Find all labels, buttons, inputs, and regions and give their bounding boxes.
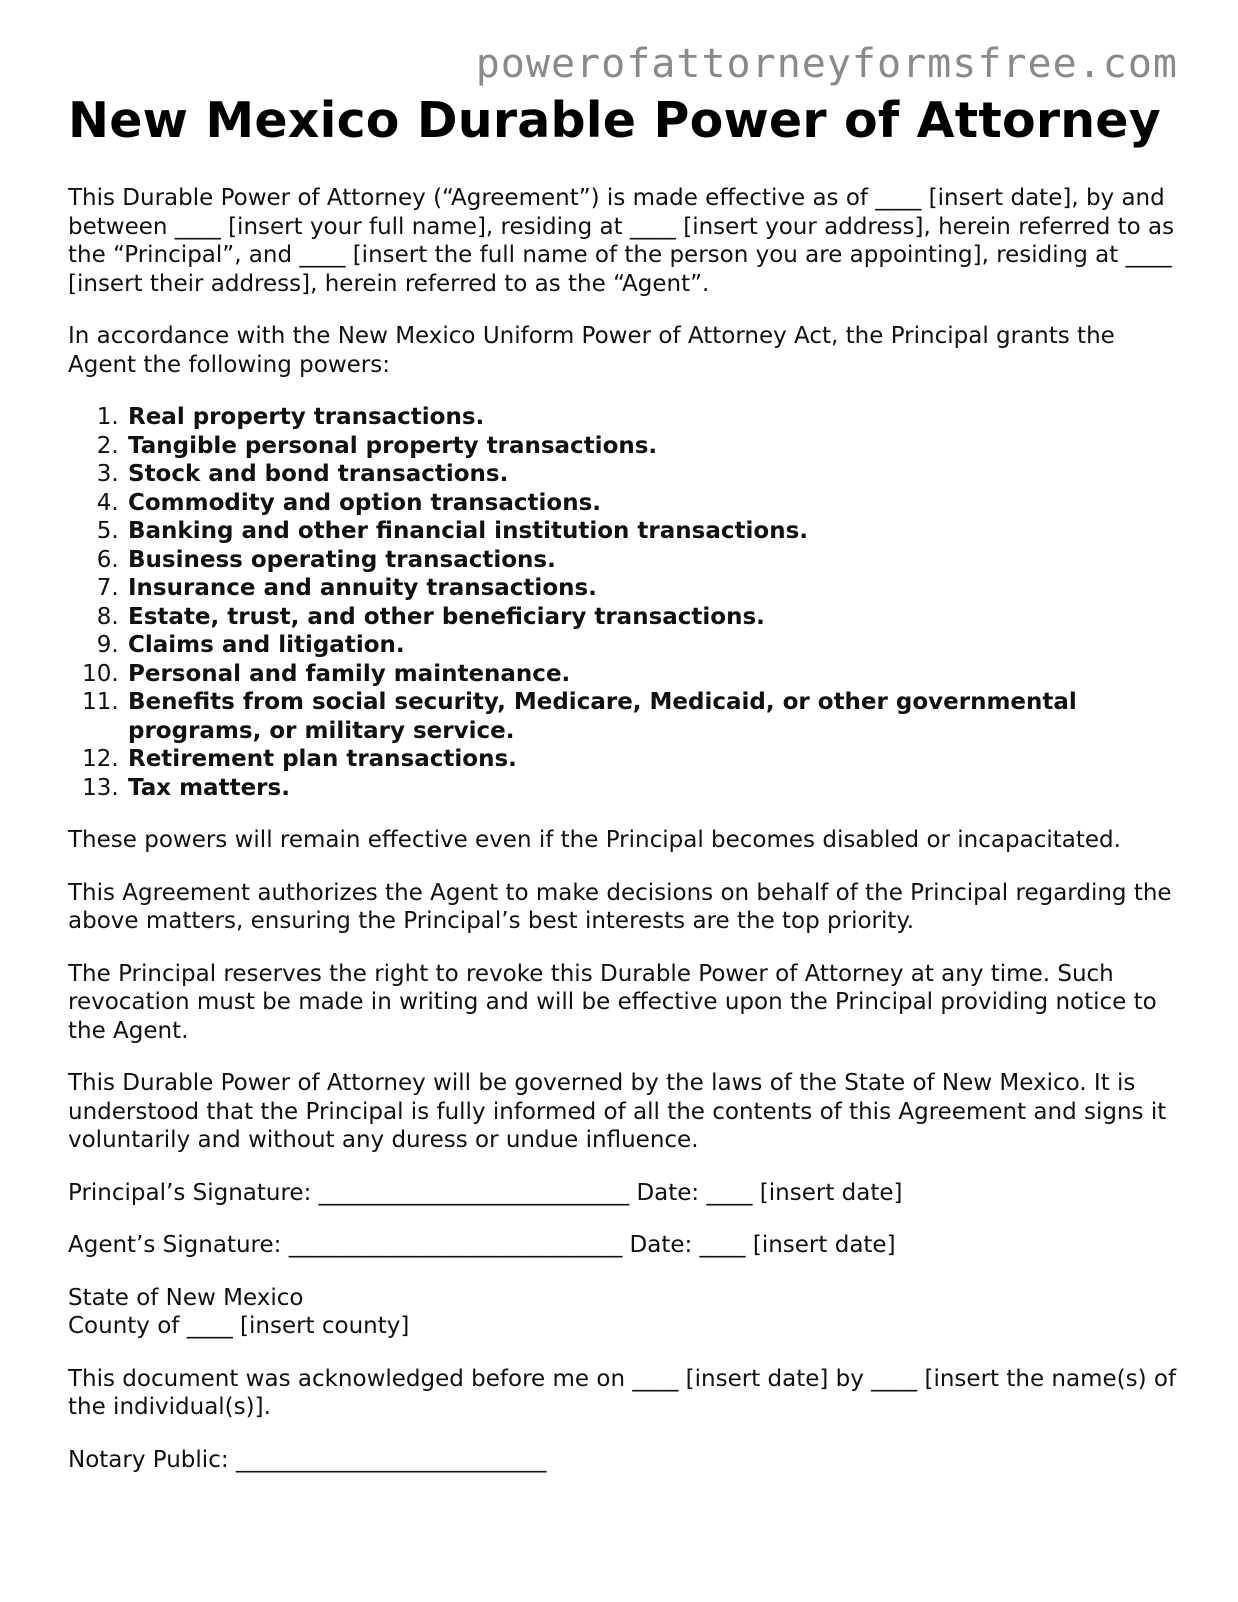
power-item: 2. Tangible personal property transactions. [126, 432, 1178, 461]
power-item: 9. Claims and litigation. [126, 631, 1178, 660]
power-item: 11. Benefits from social security, Medicare, Medicaid, or other governmental programs, or military service. [126, 688, 1178, 745]
acknowledgment-paragraph: This document was acknowledged before me on ____ [insert date] by ____ [insert the name(s) of the individual(s)]. [68, 1365, 1177, 1420]
power-item: 8. Estate, trust, and other beneficiary transactions. [126, 603, 1178, 632]
intro-paragraph: This Durable Power of Attorney (“Agreement”) is made effective as of ____ [insert date], by and between ____ [insert your full name], residing at ____ [insert your address], herein referred to as the “Principal”, and ____ [insert the full name of the person you are appointing], residing at ____ [insert their address], herein referred to as the “Agent”. [68, 185, 1175, 297]
power-item: 3. Stock and bond transactions. [126, 460, 1178, 489]
powers-list [68, 403, 1178, 802]
principal-signature-line: Principal’s Signature: ___________________________ Date: ____ [insert date] [68, 1179, 903, 1206]
county-line: County of ____ [insert county] [68, 1313, 410, 1339]
durable-paragraph: These powers will remain effective even if the Principal becomes disabled or incapacitated. [68, 827, 1121, 853]
power-item: 10. Personal and family maintenance. [126, 660, 1178, 689]
document-title: New Mexico Durable Power of Attorney [68, 92, 1161, 149]
power-item: 6. Business operating transactions. [126, 546, 1178, 575]
power-item: 13. Tax matters. [126, 774, 1178, 803]
agent-signature-line: Agent’s Signature: _____________________________ Date: ____ [insert date] [68, 1232, 896, 1258]
power-item: 1. Real property transactions. [126, 403, 1178, 432]
power-item: 12. Retirement plan transactions. [126, 745, 1178, 774]
notary-signature-line: Notary Public: ___________________________ [68, 1446, 547, 1473]
revoke-paragraph: The Principal reserves the right to revoke this Durable Power of Attorney at any time. Such revocation must be made in writing and will be effective upon the Principal providing notice to the Agent. [68, 960, 1157, 1044]
authorizes-paragraph: This Agreement authorizes the Agent to make decisions on behalf of the Principal regarding the above matters, ensuring the Principal’s best interests are the top priority. [68, 879, 1172, 934]
notary-venue [68, 1284, 1178, 1341]
grant-paragraph: In accordance with the New Mexico Uniform Power of Attorney Act, the Principal grants the Agent the following powers: [68, 323, 1115, 378]
state-line: State of New Mexico [68, 1284, 304, 1311]
power-item: 7. Insurance and annuity transactions. [126, 574, 1178, 603]
site-watermark: powerofattorneyformsfree.com [475, 41, 1178, 87]
power-item: 4. Commodity and option transactions. [126, 489, 1178, 518]
document-page [68, 36, 1178, 1498]
power-item: 5. Banking and other financial institution transactions. [126, 517, 1178, 546]
governed-paragraph: This Durable Power of Attorney will be governed by the laws of the State of New Mexico. It is understood that the Principal is fully informed of all the contents of this Agreement and signs it voluntarily and without any duress or undue influence. [68, 1070, 1167, 1153]
